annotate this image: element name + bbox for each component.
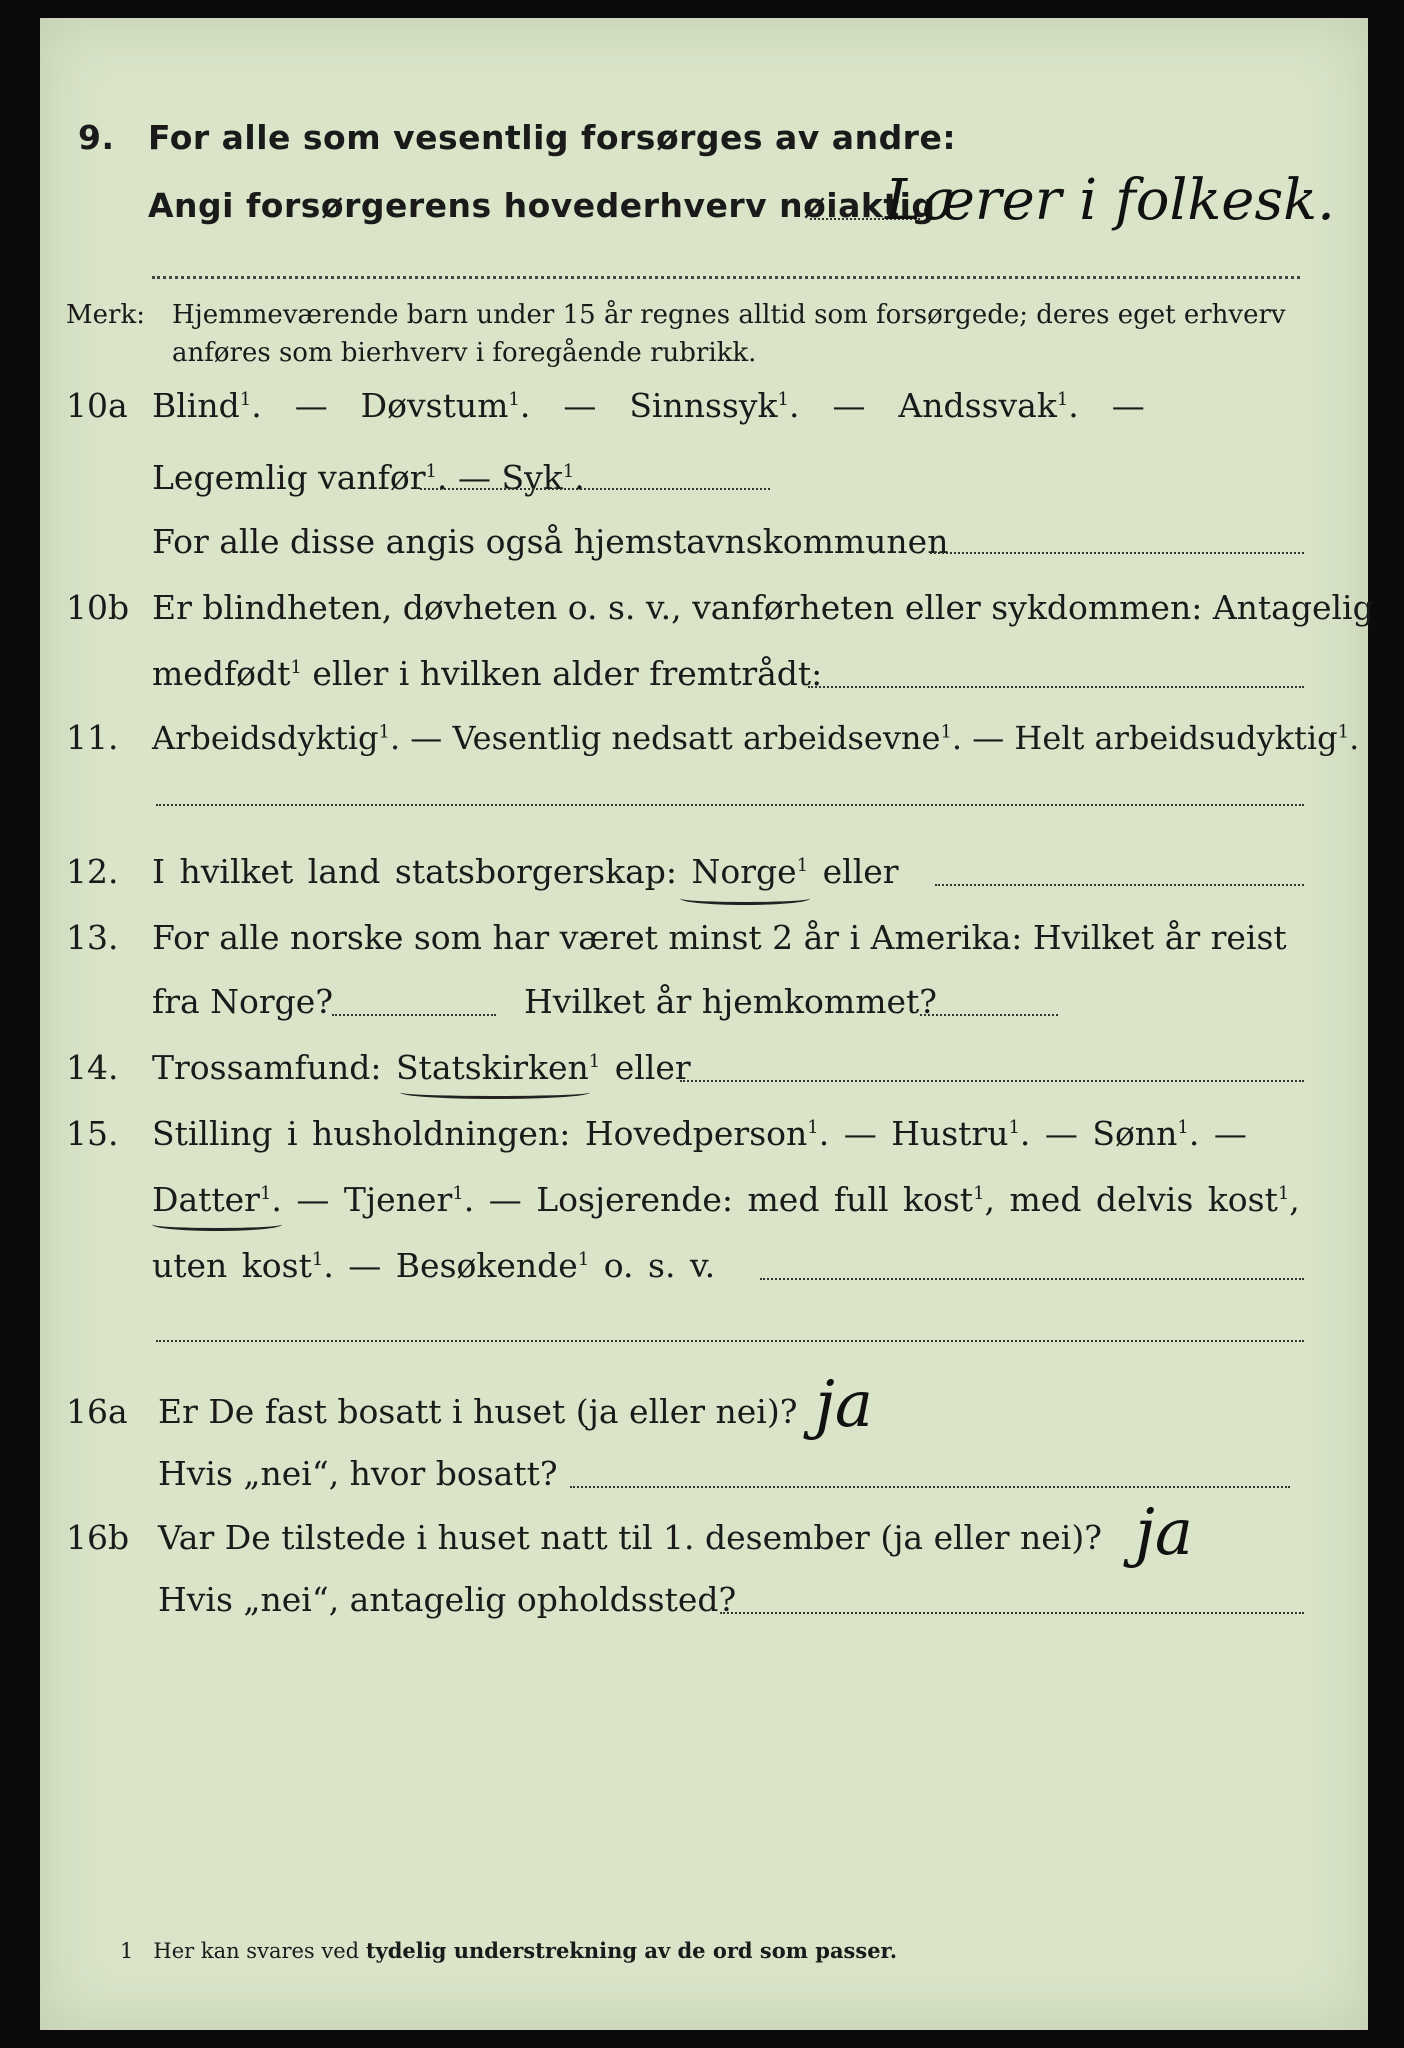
census-form-page <box>40 18 1374 2030</box>
q10b-number: 10b <box>66 588 130 627</box>
opt-norge[interactable]: Norge <box>691 852 797 891</box>
opt-besokende[interactable]: Besøkende <box>395 1246 578 1285</box>
q12-line: I hvilket land statsborgerskap: Norge$^1$ eller <box>152 852 899 891</box>
q11-number: 11. <box>66 718 119 757</box>
q10b-dots <box>808 686 1304 688</box>
q13-number: 13. <box>66 918 119 957</box>
q9-rule <box>152 276 1300 279</box>
q15-line2: Datter$^1$. — Tjener$^1$. — Losjerende: med full kost$^1$, med delvis kost$^1$, <box>152 1180 1300 1219</box>
q10a-syk-dots <box>420 488 770 490</box>
opt-uten-kost[interactable]: uten kost <box>152 1246 312 1285</box>
opt-full-kost[interactable]: med full kost <box>747 1180 974 1219</box>
q13-line1: For alle norske som har været minst 2 år i Amerika: Hvilket år reist <box>152 918 1287 957</box>
opt-tjener[interactable]: Tjener <box>343 1180 453 1219</box>
footnote: 1 Her kan svares ved tydelig understrekning av de ord som passer. <box>120 1938 898 1963</box>
q10b-line2: medfødt$^1$ eller i hvilken alder fremtrådt: <box>152 654 823 693</box>
q13-line2b: Hvilket år hjemkommet? <box>524 982 937 1021</box>
q16b-number: 16b <box>66 1518 130 1557</box>
merk-line2: anføres som bierhverv i foregående rubrikk. <box>172 338 757 368</box>
opt-sonn[interactable]: Sønn <box>1092 1114 1178 1153</box>
opt-nedsatt[interactable]: Vesentlig nedsatt arbeidsevne <box>452 719 941 757</box>
q10a-line3: For alle disse angis også hjemstavnskommunen <box>152 522 949 561</box>
q16a-dots <box>570 1486 1290 1488</box>
q9-line2: Angi forsørgerens hovederhverv nøiaktig <box>148 186 936 225</box>
q10a-number: 10a <box>66 386 128 425</box>
q13-line2a: fra Norge? <box>152 982 334 1021</box>
opt-delvis-kost[interactable]: med delvis kost <box>1009 1180 1278 1219</box>
q9-line1: For alle som vesentlig forsørges av andre: <box>148 118 957 157</box>
q14-number: 14. <box>66 1048 119 1087</box>
q11-dots <box>156 804 1304 806</box>
opt-hovedperson[interactable]: Hovedperson <box>584 1114 808 1153</box>
opt-sinnssyk[interactable]: Sinnssyk <box>629 386 778 425</box>
q12-number: 12. <box>66 852 119 891</box>
q15-line1: Stilling i husholdningen: Hovedperson$^1$. — Hustru$^1$. — Sønn$^1$. — <box>152 1114 1247 1153</box>
q10b-line1: Er blindheten, døvheten o. s. v., vanførheten eller sykdommen: Antagelig <box>152 588 1374 627</box>
q14-dots <box>680 1080 1304 1082</box>
opt-dovstum[interactable]: Døvstum <box>360 386 509 425</box>
q16a-line2: Hvis „nei“, hvor bosatt? <box>158 1454 558 1493</box>
datter-underline <box>152 1218 282 1231</box>
q15-line3: uten kost$^1$. — Besøkende$^1$ o. s. v. <box>152 1246 716 1285</box>
q16a-handwritten-answer[interactable]: ja <box>815 1368 873 1442</box>
q9-number: 9. <box>78 118 115 157</box>
q12-dots <box>935 884 1304 886</box>
opt-statskirken[interactable]: Statskirken <box>395 1048 589 1087</box>
norge-underline <box>680 892 810 905</box>
opt-syk[interactable]: Syk <box>501 458 563 497</box>
q16b-line2: Hvis „nei“, antagelig opholdssted? <box>158 1580 737 1619</box>
q10a-line2: Legemlig vanfør$^1$. — Syk$^1$. <box>152 458 585 497</box>
q10a-line1: Blind$^1$. — Døvstum$^1$. — Sinnssyk$^1$. — Andssvak$^1$. — <box>152 386 1145 425</box>
q11-line: Arbeidsdyktig$^1$. — Vesentlig nedsatt arbeidsevne$^1$. — Helt arbeidsudyktig$^1$. <box>152 719 1360 757</box>
merk-label: Merk: <box>66 300 145 330</box>
opt-arbeidsdyktig[interactable]: Arbeidsdyktig <box>152 719 379 757</box>
opt-datter[interactable]: Datter <box>152 1180 260 1219</box>
q13-hjem-dots <box>920 1014 1058 1016</box>
merk-line1: Hjemmeværende barn under 15 år regnes alltid som forsørgede; deres eget erhverv <box>172 300 1286 330</box>
q14-line: Trossamfund: Statskirken$^1$ eller <box>152 1048 691 1087</box>
q13-reist-dots <box>332 1014 496 1016</box>
q16b-line1: Var De tilstede i huset natt til 1. desember (ja eller nei)? <box>158 1518 1102 1557</box>
q16b-dots <box>720 1612 1304 1614</box>
opt-andssvak[interactable]: Andssvak <box>898 386 1057 425</box>
q15-number: 15. <box>66 1114 119 1153</box>
q15-dots <box>760 1278 1304 1280</box>
opt-hustru[interactable]: Hustru <box>891 1114 1009 1153</box>
opt-blind[interactable]: Blind <box>152 386 240 425</box>
opt-udyktig[interactable]: Helt arbeidsudyktig <box>1014 719 1338 757</box>
opt-legemlig-vanfor[interactable]: Legemlig vanfør <box>152 458 426 497</box>
q16a-line1: Er De fast bosatt i huset (ja eller nei)? <box>158 1392 798 1431</box>
statskirken-underline <box>400 1086 590 1099</box>
q16a-number: 16a <box>66 1392 128 1431</box>
q15-dots-2 <box>156 1340 1304 1342</box>
q16b-handwritten-answer[interactable]: ja <box>1135 1496 1193 1570</box>
q9-handwritten-answer[interactable]: Lærer i folkesk. <box>885 168 1335 233</box>
q10a-dots <box>930 552 1304 554</box>
